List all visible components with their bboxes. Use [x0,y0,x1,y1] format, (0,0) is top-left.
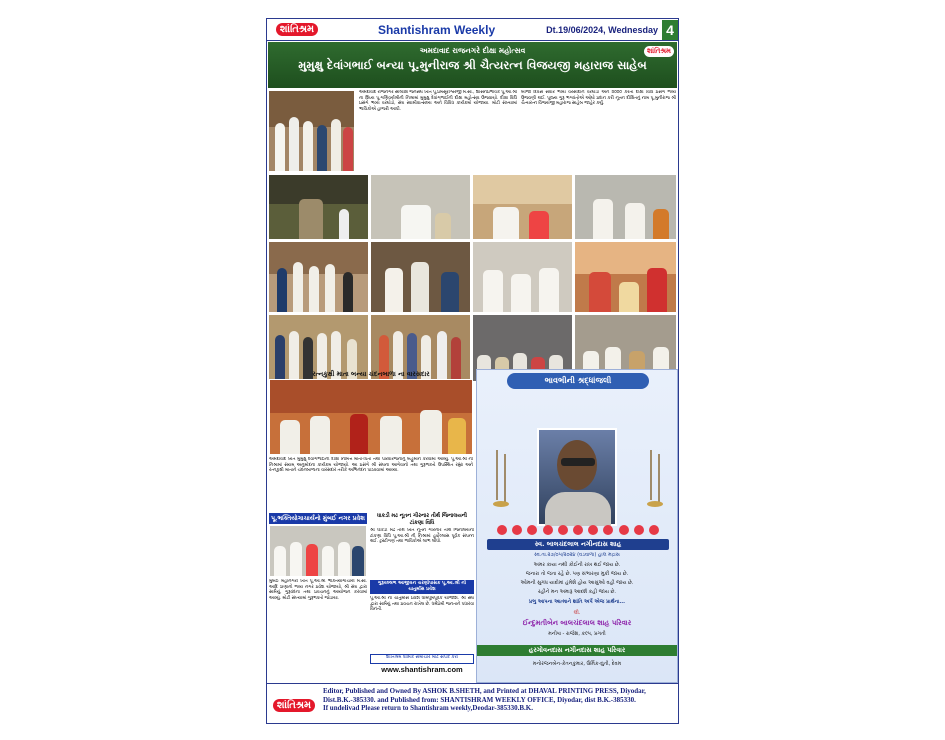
footer-imprint [323,687,675,713]
memorial-poem-4: રહીને મન અમારૂ આદર્શ કહી જાય છે. [537,589,617,595]
page-footer [267,683,678,724]
family2-sub: મનોરંજનબેન-કેતનકુમાર, ઉર્મિક-દ્યુતી, દેવમ [532,661,622,667]
memorial-portrait [537,428,617,526]
section4-title: ધાકડી મઢ નૂતન ગીરનાર તીર્થ જિનાલયની ટાંકણા વિધિ [376,513,468,526]
memorial-poem-2: જનારા તો જતા રહે છે. પણ સંભારણા મુકી જાય છે. [525,571,629,577]
memorial-date: સ્વ.તા.૨૭/૦૫/૨૦૨૪ (વડવાળા) હાલ મદ્રાસ [534,552,620,558]
newspaper-page [266,18,679,724]
issue-date: Dt.19/06/2024, Wednesday [546,24,658,35]
photo-grid-8 [574,241,677,313]
photo-grid-3 [472,174,573,240]
photo-grid-4 [574,174,677,240]
footer-line-2: Dist.B.K.-385330. and Published from: SHANTISHRAM WEEKLY OFFICE, Diyodar, dist B.K.-385330. [323,695,636,704]
memorial-poem-3: ઓમની સુગંધ યાદોમાં હંમેશે હોય આસુંઓ વહી જાય છે. [520,580,634,586]
photo-mumbai-entry [269,525,367,577]
family1-sub: મનીષા - રાજેશ, કલ્પ, પ્રગતી [548,631,606,637]
logo-text: શાંતિશ્રમ [276,23,318,36]
photo-grid-2 [370,174,471,240]
family2-name: હરગોવનદાસ નગીનદાસ શાહ પરિવાર [477,645,677,656]
section3-title: પૂ.ભક્તિયોગાચાર્યનો મુંબઈ નગર પ્રવેશ [269,513,367,524]
family1-name: ઈન્દુમતીબેન બાલચંદલાલ શાહ પરિવાર [522,619,632,627]
headline-kicker: અમદાવાદ રાજનગરે દીક્ષા મહોત્સવ [419,46,526,55]
section4-body: શ્રી ધાકડી મઢ તીર્થ ખાતે નૂતન ગીરનાર તીર્થ જિનાલયની ટાંકણા વિધિ પૂ.આ.શ્રી ની નિશ્રામાં હર્ષોલ્લાસ પૂર્વક સંપન્ન થઈ. ટ્રસ્ટીગણ તથા ભાવિકોએ લાભ લીધો. [370,528,474,545]
photo-family [269,379,473,455]
masthead [267,19,678,41]
memorial-poem-1: અમર કાયા નથી કોઈની રાખ થઈ જાય છે. [533,562,621,568]
headline-banner [268,42,677,88]
footer-line-1: Editor, Published and Owned By ASHOK B.SHETH, and Printed at DHAVAL PRINTING PRESS, Diyodar, [323,687,646,695]
memorial-name: સ્વ. બાલચંદલાલ નગીનદાસ શાહ [487,539,669,550]
footer-logo [270,690,318,720]
lamp-icon-right [645,450,665,510]
page-number: 4 [662,20,678,40]
section2-body: અમદાવાદ ખાતે મુમુક્ષુ દેવાંગભાઈની દીક્ષા નિમિત્તે માતા-પિતા તથા પરિવારજનોનું બહુમાન કરવામાં આવ્યું. પૂ.આ.શ્રી ની નિશ્રામાં સંયમ અનુમોદના કાર્યક્રમ યોજાયો. આ પ્રસંગે શ્રી સંઘના આગેવાનો તથા ગુરૂભક્તો ઉપસ્થિત રહ્યા અને રત્નકુક્ષી માતાને ચંદનબાળાના વારસદાર તરીકે અભિનંદન પાઠવવામાં આવ્યા. [269,457,473,474]
shantishram-logo [267,20,327,40]
memorial-prayer: પ્રભુ આપના આત્માને શાંતિ અર્પે એજ પ્રાર્થના... [528,599,626,605]
article1-col2: બીજા દિવસે સવારે ભવ્ય વરસીદાન વરઘોડો અને ૨૦૦૦ કરતાં દીક્ષા વિધિ પ્રસંગે ભવ્ય ઉજવણી થઈ. પૂજ્ય ગુરૂ ભગવંતોએ ઓઘો પ્રદાન કરી નૂતન દીક્ષિતનું નામ પૂ.મુનીરાજ શ્રી ચૈત્યરત્ન વિજયજી મહારાજ સાહેબ જાહેર કર્યું. [521,90,676,107]
photo-grid-7 [472,241,573,313]
article1-col1: અમદાવાદ રાજનગરે સોલાક્ષિ જૈનસંઘ ખાતે પૂ.પ્રેમસૂરીશ્વરજી મ.સા., શાસનપ્રભાવક પૂ.આ.શ્રી ના શિષ્ય પૂ.ગણિવર્યશ્રીની નિશ્રામાં મુમુક્ષુ દેવાંગભાઈની દીક્ષા મહોત્સવ ઉજવાયો. દીક્ષા વિધિ પ્રસંગે ભવ્ય વરઘોડો, સંઘ સ્વામીવાત્સલ્ય અને વિવિધ કાર્યક્રમો યોજાયા. મોટી સંખ્યામાં ભાવિકોએ હાજરી આપી. [359,90,517,112]
section2-title: રત્નકુક્ષી માતા બન્યા ચંદનબાળા ના વારસદાર [312,370,430,378]
lamp-icon-left [491,450,511,510]
footer-line-3: If undelivad Please return to Shantishram weekly,Deodar-385330.B.K. [323,704,534,712]
photo-grid-5 [268,241,369,313]
memorial-li: લી. [573,610,581,616]
photo-ceremony-1 [268,90,355,172]
website-url[interactable]: www.shantishram.com [381,665,463,674]
footer-logo-text: શાંતિશ્રમ [273,699,315,712]
flower-garland [497,525,659,539]
memorial-box [476,369,678,683]
section3-body: મુંબઈ મહાનગરી ખાતે પૂ.આ.શ્રી ભક્તિયોગાચાર્ય મ.સા. આદિ ઠાણાનો ભવ્ય નગર પ્રવેશ યોજાયો. શ્રી સંઘ દ્વારા સામૈયું, ગુરૂવંદના તથા પ્રવચનનું આયોજન કરવામાં આવ્યું. મોટી સંખ્યામાં ગુરૂભક્તો જોડાયા. [269,579,367,601]
paper-title: Shantishram Weekly [377,22,496,37]
photo-grid-1 [268,174,369,240]
section5-title: ગુરૂવલ્લભ આજીવન ચરણોપાસક પૂ.આ.શ્રી નો ચાતુર્માસ પ્રવેશ [370,580,474,594]
photo-grid-6 [370,241,471,313]
memorial-title: ભાવભીની શ્રદ્ધાંજલી [507,373,649,389]
website-box: શાંતિશ્રમ ધાર્મિક સમાચાર માટે સંપર્ક કરો [370,654,474,664]
headline-title: મુમુક્ષુ દેવાંગભાઈ બન્યા પૂ.મુનીરાજ શ્રી ચૈત્યરત્ન વિજયજી મહારાજ સાહેબ [298,58,647,72]
banner-logo: શાંતિશ્રમ [644,46,674,57]
section5-body: પૂ.આ.શ્રી નો ચાતુર્માસ પ્રવેશ ધામધૂમપૂર્વક યોજાશે. શ્રી સંઘ દ્વારા સામૈયું તથા પ્રવચન રાખેલ છે. ધર્મપ્રેમી જનતાને પધારવા વિનંતી. [370,596,474,613]
